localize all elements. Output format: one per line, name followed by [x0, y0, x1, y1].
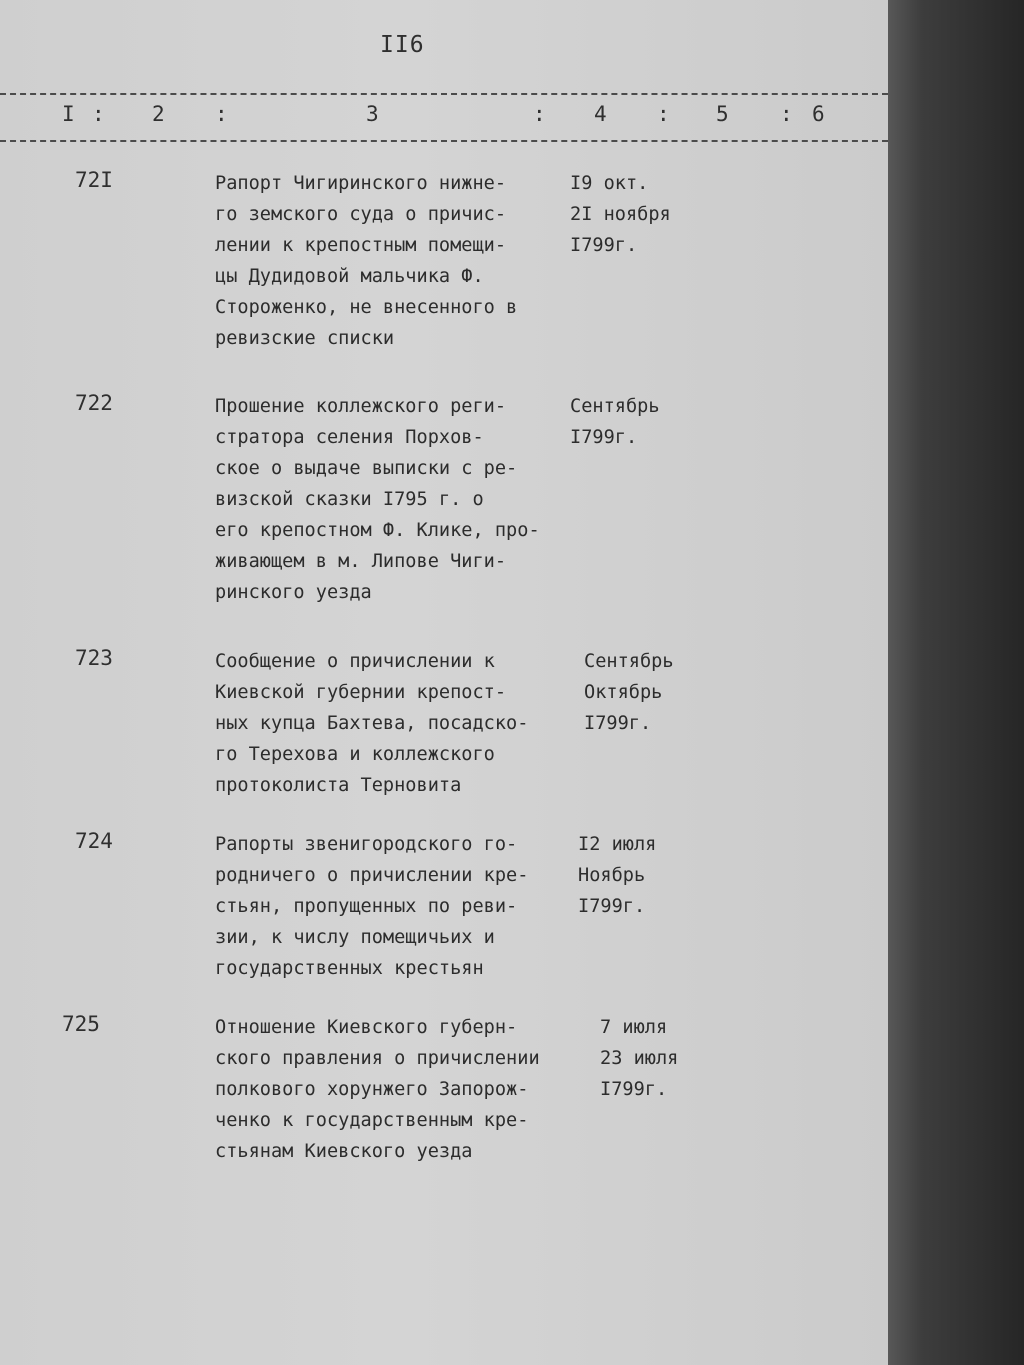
- column-header-4: 4: [594, 102, 607, 126]
- page-number: II6: [380, 32, 425, 58]
- entry-description: Отношение Киевского губерн- ского правления о причислении полкового хорунжего Запорож- ченко к государственным кре- стьянам Киевского уезда: [215, 1017, 540, 1162]
- entry-date: Сентябрь Октябрь I799г.: [584, 651, 674, 734]
- entry-date: I2 июля Ноябрь I799г.: [578, 834, 657, 917]
- entry-number: 72I: [75, 168, 113, 192]
- column-separator: :: [92, 102, 105, 126]
- entry-number: 723: [75, 646, 113, 670]
- table-header-top-rule: [0, 93, 888, 95]
- column-separator: :: [780, 102, 793, 126]
- column-header-6: 6: [812, 102, 825, 126]
- column-separator: :: [215, 102, 228, 126]
- entry-date: Сентябрь I799г.: [570, 396, 660, 448]
- entry-number: 724: [75, 829, 113, 853]
- entry-description: Рапорт Чигиринского нижне- го земского суда о причис- лении к крепостным помещи- цы Дудидовой мальчика Ф. Стороженко, не внесенного в ревизские списки: [215, 173, 518, 349]
- column-separator: :: [533, 102, 546, 126]
- entry-description: Рапорты звенигородского го- родничего о причислении кре- стьян, пропущенных по реви- зии, к числу помещичьих и государственных крестьян: [215, 834, 529, 979]
- entry-date: I9 окт. 2I ноября I799г.: [570, 173, 671, 256]
- entry-description: Сообщение о причислении к Киевской губернии крепост- ных купца Бахтева, посадско- го Терехова и коллежского протоколиста Терновита: [215, 651, 529, 796]
- column-header-5: 5: [716, 102, 729, 126]
- entry-number: 722: [75, 391, 113, 415]
- column-separator: :: [657, 102, 670, 126]
- entry-description: Прошение коллежского реги- стратора селения Порхов- ское о выдаче выписки с ре- визской сказки I795 г. о его крепостном Ф. Клике, про- живающем в м. Липове Чиги- ринского уезда: [215, 396, 540, 603]
- entry-number: 725: [62, 1012, 100, 1036]
- table-header-bottom-rule: [0, 140, 888, 142]
- column-header-3: 3: [366, 102, 379, 126]
- column-header-1: I: [62, 102, 75, 126]
- background-edge: [888, 0, 1024, 1365]
- column-header-2: 2: [152, 102, 165, 126]
- entry-date: 7 июля 23 июля I799г.: [600, 1017, 679, 1100]
